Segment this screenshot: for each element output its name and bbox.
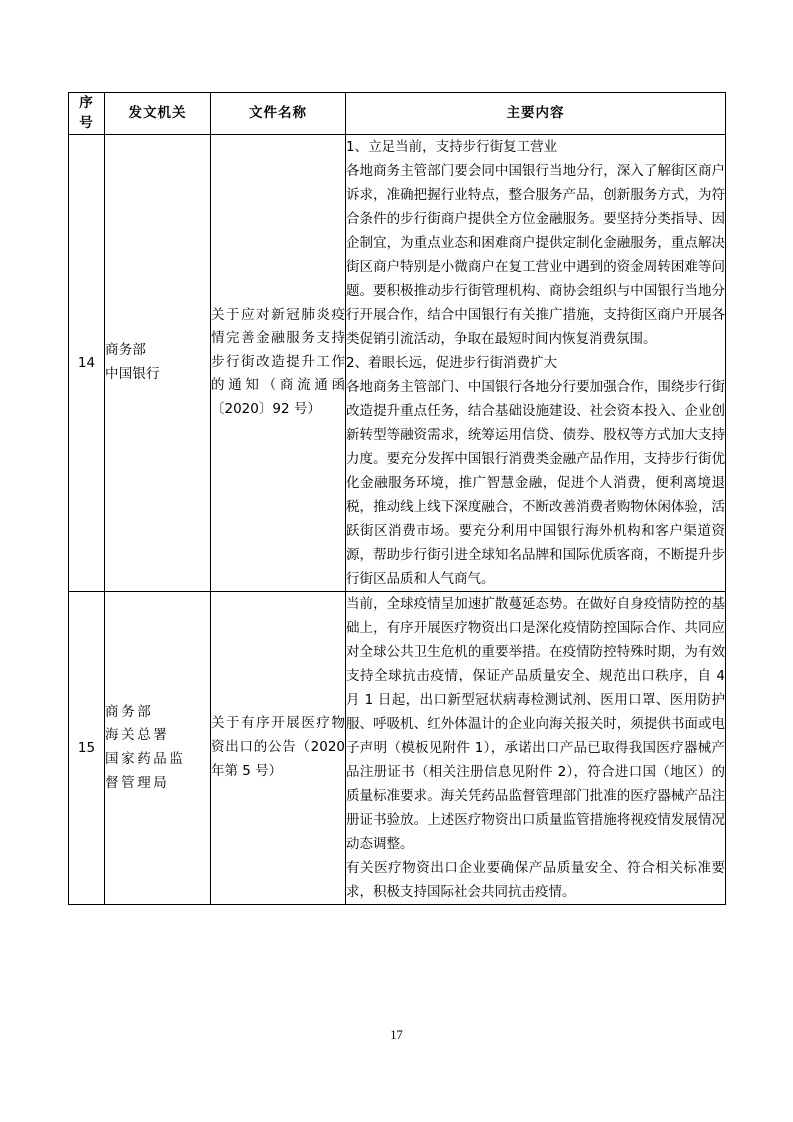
row-main-content — [346, 591, 726, 904]
content-paragraph: 各地商务主管部门要会同中国银行当地分行，深入了解街区商户诉求，准确把握行业特点，整合服务产品，创新服务方式，为符合条件的步行街商户提供全方位金融服务。要坚持分类指导、因企制宜，为重点业态和困难商户提供定制化金融服务，重点解决街区商户特别是小微商户在复工营业中遇到的资金周转困难等问题。要积极推动步行街管理机构、商协会组织与中国银行当地分行开展合作，结合中国银行有关推广措施，支持街区商户开展各类促销引流活动，争取在最短时间内恢复消费氛围。 — [346, 162, 725, 347]
policy-table — [68, 92, 726, 905]
row-file-name: 关于有序开展医疗物资出口的公告（2020 年第 5 号） — [211, 591, 346, 904]
row-seq: 15 — [69, 591, 105, 904]
row-seq: 14 — [69, 134, 105, 591]
column-header-file-name: 文件名称 — [211, 93, 346, 135]
content-paragraph: 有关医疗物资出口企业要确保产品质量安全、符合相关标准要求，积极支持国际社会共同抗击疫情。 — [346, 859, 725, 900]
table-header-row — [69, 93, 726, 135]
organization-line: 国家药品监 — [105, 750, 186, 767]
row-file-name: 关于应对新冠肺炎疫情完善金融服务支持步行街改造提升工作的通知（商流通函〔2020〕92 号） — [211, 134, 346, 591]
table-body — [69, 134, 726, 905]
column-header-organization: 发文机关 — [105, 93, 211, 135]
table-row — [69, 134, 726, 591]
column-header-seq — [69, 93, 105, 135]
content-paragraph: 各地商务主管部门、中国银行各地分行要加强合作，围绕步行街改造提升重点任务，结合基础设施建设、社会资本投入、企业创新转型等融资需求，统筹运用信贷、债券、股权等方式加大支持力度。要充分发挥中国银行消费类金融产品作用，支持步行街优化金融服务环境，推广智慧金融，促进个人消费，便利离境退税，推动线上线下深度融合，不断改善消费者购物休闲体验，活跃街区消费市场。要充分利用中国银行海外机构和客户渠道资源，帮助步行街引进全球知名品牌和国际优质客商，不断提升步行街区品质和人气商气。 — [346, 378, 725, 587]
row-main-content — [346, 134, 726, 591]
table-row — [69, 591, 726, 904]
column-header-seq-line2: 号 — [79, 115, 94, 132]
content-paragraph: 当前，全球疫情呈加速扩散蔓延态势。在做好自身疫情防控的基础上，有序开展医疗物资出口是深化疫情防控国际合作、共同应对全球公共卫生危机的重要举措。在疫情防控特殊时期，为有效支持全球抗击疫情，保证产品质量安全、规范出口秩序，自 4 月 1 日起，出口新型冠状病毒检测试剂、医用口罩、医用防护服、呼吸机、红外体温计的企业向海关报关时，须提供书面或电子声明（模板见附件 1），承诺出口产品已取得我国医疗器械产品注册证书（相关注册信息见附件 2），符合进口国（地区）的质量标准要求。海关凭药品监督管理部门批准的医疗器械产品注册证书验放。上述医疗物资出口质量监管措施将视疫情发展情况动态调整。 — [346, 595, 725, 852]
table-header — [69, 93, 726, 135]
organization-line: 中国银行 — [105, 365, 160, 382]
column-header-seq-line1: 序 — [79, 95, 94, 111]
organization-line: 商务部 — [105, 703, 154, 720]
content-paragraph: 2、着眼长远，促进步行街消费扩大 — [346, 354, 558, 371]
organization-line: 商务部 — [105, 342, 147, 359]
organization-line: 督管理局 — [105, 774, 170, 791]
column-header-main-content: 主要内容 — [346, 93, 726, 135]
page-number: 17 — [390, 1028, 403, 1042]
organization-line: 海关总署 — [105, 727, 170, 744]
row-organization — [105, 134, 211, 591]
row-organization — [105, 591, 211, 904]
content-paragraph: 1、立足当前，支持步行街复工营业 — [346, 138, 558, 155]
